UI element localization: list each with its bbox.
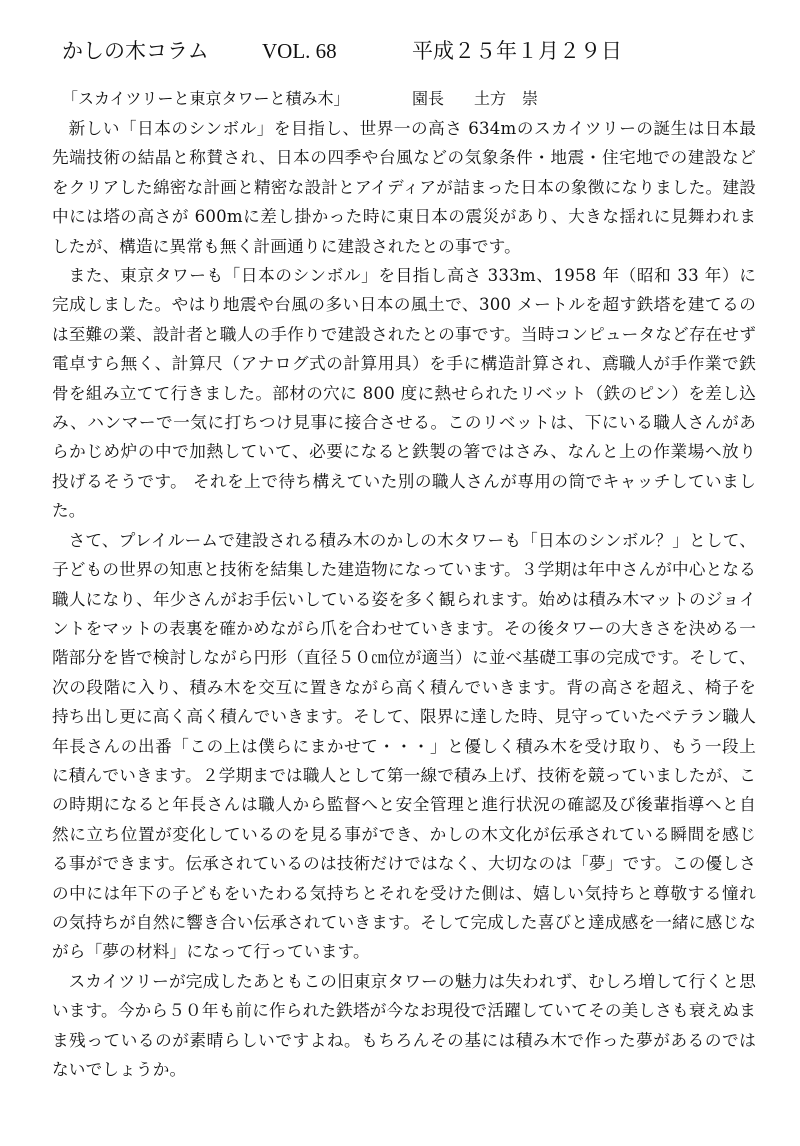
paragraph-tokyo-tower: また、東京タワーも「日本のシンボル」を目指し高さ 333m、1958 年（昭和 33 年）に完成しました。やはり地震や台風の多い日本の風土で、300 メートルを超す鉄塔を建てるのは至難の業、設計者と職人の手作りで建設されたとの事です。当時コンピュータなど存在せず電卓すら無く、計算尺（アナログ式の計算用具）を手に構造計算され、鳶職人が手作業で鉄骨を組み立てて行きました。部材の穴に 800 度に熱せられたリベット（鉄のピン）を差し込み、ハンマーで一気に打ちつけ見事に接合させる。このリベットは、下にいる職人さんがあらかじめ炉の中で加熱していて、必要になると鉄製の箸ではさみ、なんと上の作業場へ放り投げるそうです。 それを上で待ち構えていた別の職人さんが専用の筒でキャッチしていました。: [52, 266, 757, 521]
paragraph-conclusion: スカイツリーが完成したあともこの旧東京タワーの魅力は失われず、むしろ増して行くと思います。今から５０年も前に作られた鉄塔が今なお現役で活躍していてその美しさも衰えぬまま残っているのが素晴らしいですよね。もちろんその基には積み木で作った夢があるのではないでしょうか。: [52, 971, 757, 1079]
column-title: かしの木コラム: [62, 39, 209, 63]
author-role: 園長: [412, 89, 445, 108]
paragraph-blocks-tower: さて、プレイルームで建設される積み木のかしの木タワーも「日本のシンボル？」として、子どもの世界の知恵と技術を結集した建造物になっています。３学期は年中さんが中心となる職人になり、年少さんがお手伝いしている姿を多く観られます。始めは積み木マットのジョイントをマットの表裏を確かめながら爪を合わせていきます。その後タワーの大きさを決める一階部分を皆で検討しながら円形（直径５０㎝位が適当）に並べ基礎工事の完成です。そして、次の段階に入り、積み木を交互に置きながら高く積んでいきます。背の高さを超え、椅子を持ち出し更に高く高く積んでいきます。そして、限界に達した時、見守っていたベテラン職人年長さんの出番「この上は僕らにまかせて・・・」と優しく積み木を受け取り、もう一段上に積んでいきます。２学期までは職人として第一線で積み上げ、技術を競っていましたが、この時期になると年長さんは職人から監督へと安全管理と進行状況の確認及び後輩指導へと自然に立ち位置が変化しているのを見る事ができ、かしの木文化が伝承されている瞬間を感じる事ができます。伝承されているのは技術だけではなく、大切なのは「夢」です。この優しさの中には年下の子どもをいたわる気持ちとそれを受けた側は、嬉しい気持ちと尊敬する憧れの気持ちが自然に響き合い伝承されていきます。そして完成した喜びと達成感を一緒に感じながら「夢の材料」になって行っています。: [52, 530, 757, 962]
volume-number: VOL. 68: [262, 39, 337, 63]
article-title: 「スカイツリーと東京タワーと積み木」: [62, 89, 350, 108]
author-name: 土方 崇: [474, 89, 539, 108]
paragraph-skytree: 新しい「日本のシンボル」を目指し、世界一の高さ 634mのスカイツリーの誕生は日本最先端技術の結晶と称賛され、日本の四季や台風などの気象条件・地震・住宅地での建設などをクリアした綿密な計画と精密な設計とアイディアが詰まった日本の象徴になりました。建設中には塔の高さが 600mに差し掛かった時に東日本の震災があり、大きな揺れに見舞われましたが、構造に異常も無く計画通りに建設されたとの事です。: [52, 119, 756, 256]
article-heading: [62, 86, 762, 112]
issue-date: 平成２５年１月２９日: [412, 39, 622, 63]
article-body: [52, 114, 756, 1124]
column-header: [62, 34, 762, 68]
